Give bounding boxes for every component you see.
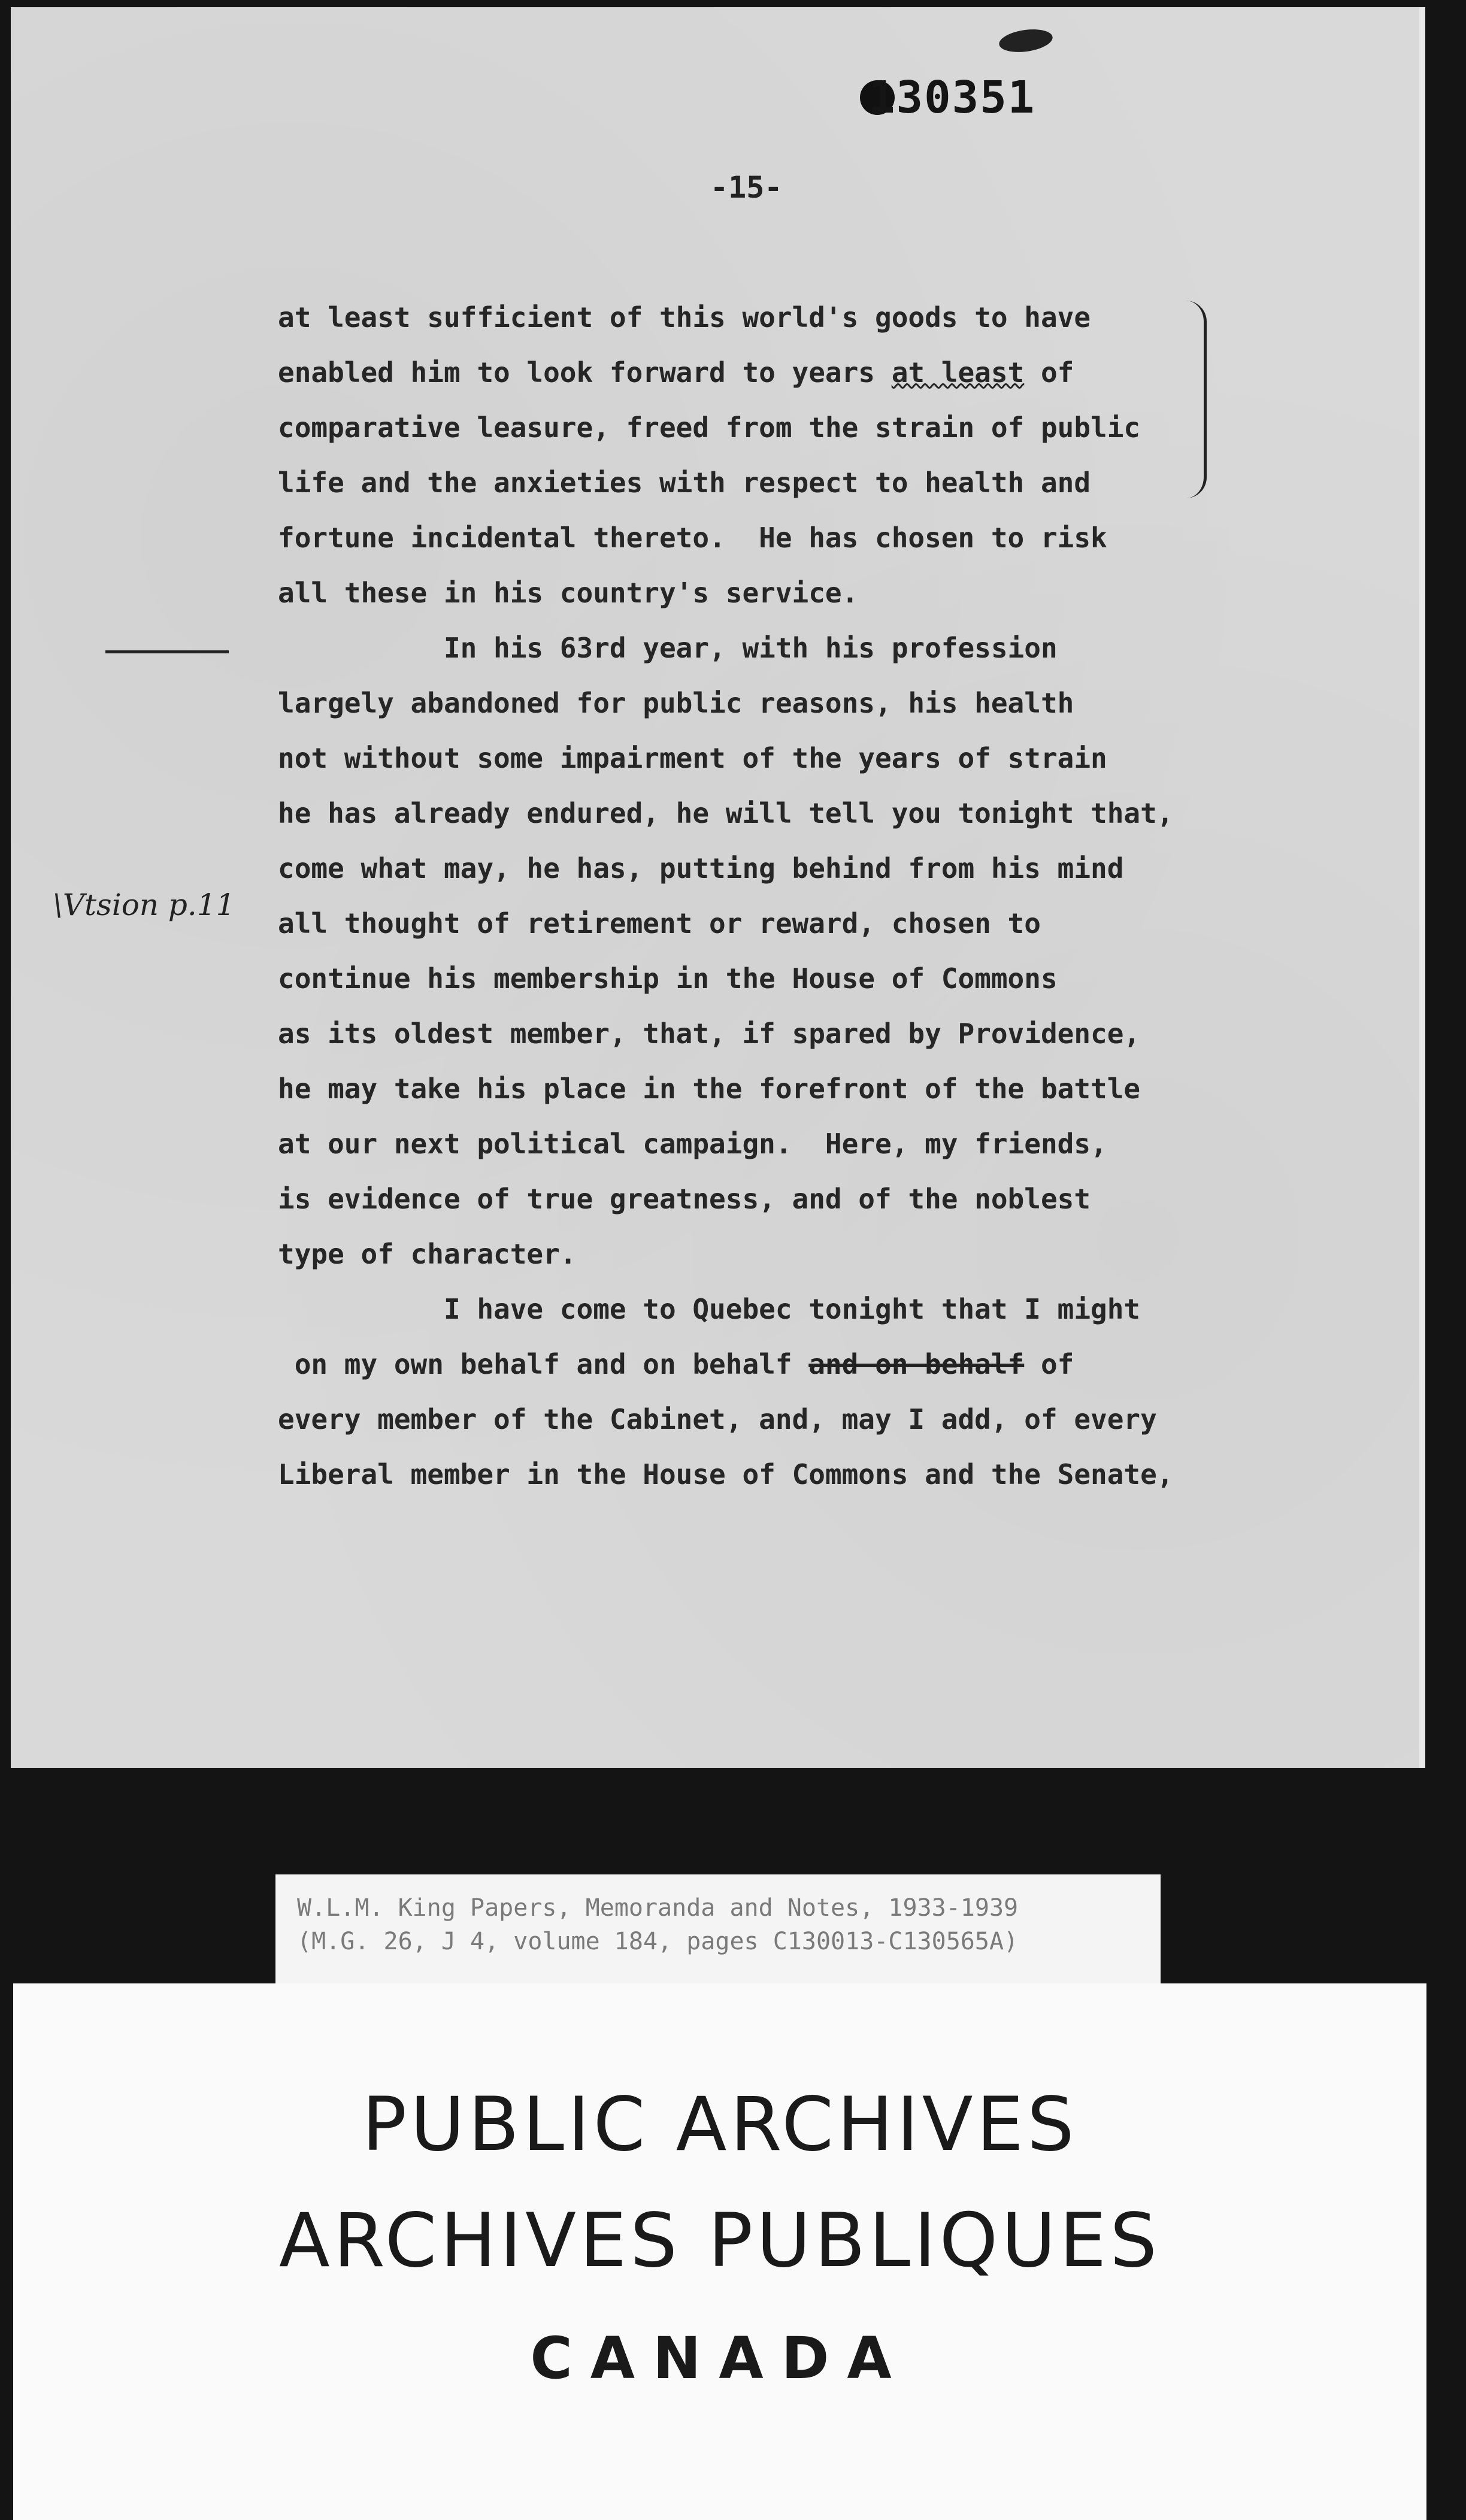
- text-segment: all these in his country's service.: [278, 577, 859, 609]
- text-segment: at least sufficient of this world's goods to have: [278, 301, 1091, 334]
- text-segment: comparative leasure, freed from the strain of public: [278, 411, 1141, 444]
- text-line: [278, 620, 1272, 676]
- text-segment: as its oldest member, that, if spared by Providence,: [278, 1017, 1141, 1050]
- text-line: [278, 455, 1272, 510]
- typed-body-text: [278, 290, 1272, 1502]
- text-line: [278, 565, 1272, 620]
- banner-line-2: ARCHIVES PUBLIQUES: [278, 2198, 1161, 2284]
- struck-text: and on behalf: [808, 1348, 1025, 1380]
- document-page: [11, 7, 1425, 1768]
- text-segment: of: [1024, 1348, 1074, 1380]
- text-segment: fortune incidental thereto. He has chosen to risk: [278, 522, 1107, 554]
- text-line: [278, 1006, 1272, 1061]
- text-line: [278, 290, 1272, 345]
- text-segment: he may take his place in the forefront of the battle: [278, 1073, 1141, 1105]
- text-segment: not without some impairment of the years of strain: [278, 742, 1107, 774]
- text-line: [278, 786, 1272, 841]
- text-segment: of: [1024, 356, 1074, 389]
- margin-rule: [105, 650, 229, 653]
- text-segment: type of character.: [278, 1238, 577, 1270]
- text-segment: enabled him to look forward to years: [278, 356, 892, 389]
- text-segment: is evidence of true greatness, and of the noblest: [278, 1183, 1091, 1215]
- text-line: [278, 1226, 1272, 1282]
- text-segment: all thought of retirement or reward, chosen to: [278, 907, 1041, 940]
- text-segment: he has already endured, he will tell you tonight that,: [278, 797, 1174, 829]
- citation-line-1: W.L.M. King Papers, Memoranda and Notes, 1933-1939: [297, 1894, 1019, 1922]
- citation-label: [275, 1874, 1161, 1988]
- text-segment: on my own behalf and on behalf: [278, 1348, 809, 1380]
- text-segment: life and the anxieties with respect to health and: [278, 467, 1091, 499]
- ink-blot: [998, 26, 1054, 55]
- page-number: -15-: [710, 170, 783, 205]
- text-line: [278, 1171, 1272, 1226]
- text-line: [278, 1337, 1272, 1392]
- text-segment: continue his membership in the House of Commons: [278, 962, 1058, 995]
- text-segment: largely abandoned for public reasons, his health: [278, 687, 1074, 719]
- text-segment: I have come to Quebec tonight that I might: [278, 1293, 1141, 1325]
- citation-line-2: (M.G. 26, J 4, volume 184, pages C130013-C130565A): [297, 1928, 1019, 1955]
- text-line: [278, 1282, 1272, 1337]
- text-line: [278, 841, 1272, 896]
- text-segment: Liberal member in the House of Commons and the Senate,: [278, 1458, 1174, 1491]
- banner-line-1: PUBLIC ARCHIVES: [362, 2082, 1078, 2168]
- text-line: [278, 345, 1272, 400]
- text-line: [278, 676, 1272, 731]
- text-line: [278, 1061, 1272, 1116]
- text-line: [278, 896, 1272, 951]
- document-number: 130351: [868, 72, 1036, 123]
- text-line: [278, 510, 1272, 565]
- text-line: [278, 951, 1272, 1006]
- text-segment: In his 63rd year, with his profession: [278, 632, 1058, 664]
- margin-note: \Vtsion p.11: [53, 888, 235, 922]
- underlined-text: at least: [891, 356, 1025, 389]
- archives-banner: [13, 1983, 1426, 2520]
- text-line: [278, 400, 1272, 455]
- text-line: [278, 1447, 1272, 1502]
- text-line: [278, 1116, 1272, 1171]
- text-line: [278, 1392, 1272, 1447]
- text-segment: come what may, he has, putting behind from his mind: [278, 852, 1124, 885]
- text-line: [278, 731, 1272, 786]
- text-segment: every member of the Cabinet, and, may I add, of every: [278, 1403, 1157, 1435]
- text-segment: at our next political campaign. Here, my friends,: [278, 1128, 1107, 1160]
- banner-line-3: CANADA: [530, 2325, 910, 2392]
